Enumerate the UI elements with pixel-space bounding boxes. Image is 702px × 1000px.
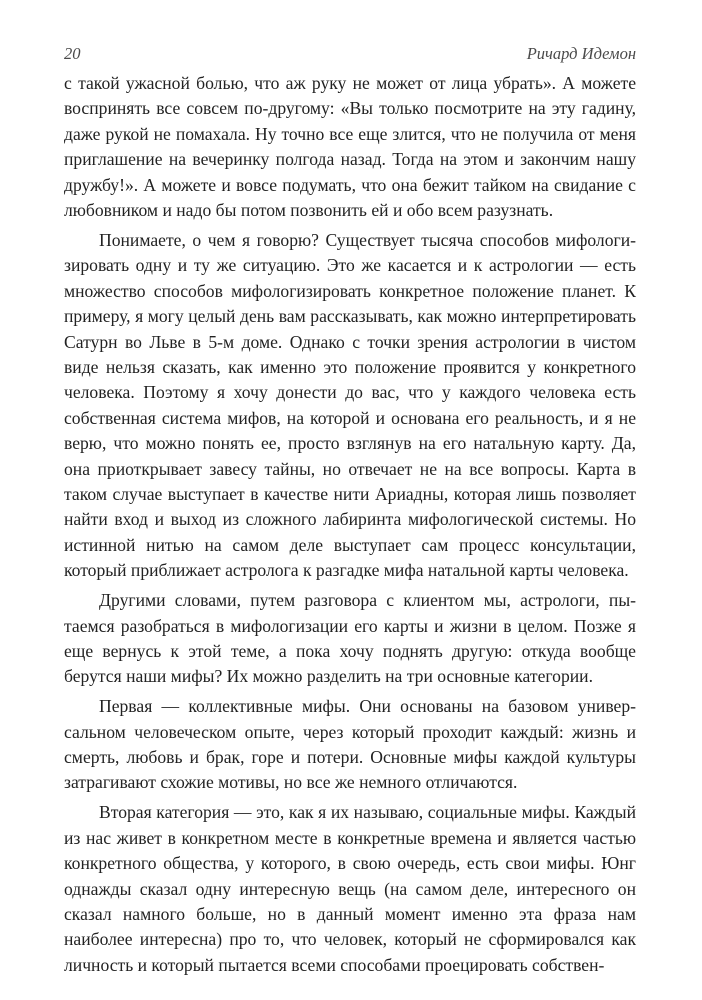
body-text	[64, 71, 636, 978]
paragraph-other-words: Другими словами, путем разговора с клиентом мы, астрологи, пытаемся разобраться в мифологизации его карты и жизни в целом. Позже я еще вернусь к этой теме, а пока хочу поднять другую: откуда вообще берутся наши мифы? Их можно разделить на три основные категории.	[64, 590, 636, 687]
paragraph-mythologizing: Понимаете, о чем я говорю? Существует тысяча способов мифологизировать одну и ту же ситуацию. Это же касается и к астрологии — есть множество способов мифологизировать конкретное положение планет. К примеру, я могу целый день вам рассказывать, как можно интерпретировать Сатурн во Льве в 5-м доме. Однако с точки зрения астрологии в чистом виде нельзя сказать, как именно это положение проявится у конкретного человека. Поэтому я хочу донести до вас, что у каждого человека есть собственная система мифов, на которой и основана его реальность, и я не верю, что можно понять ее, просто взглянув на его натальную карту. Да, она приоткрывает завесу тайны, но отвечает не на все вопросы. Карта в таком случае выступает в качестве нити Ариадны, которая лишь позволяет найти вход и выход из сложного лабиринта мифологической системы. Но истинной нитью на самом деле выступает сам процесс консультации, который приближает астролога к разгадке мифа натальной карты человека.	[64, 229, 636, 581]
page-header	[64, 44, 636, 66]
paragraph-social-myths: Вторая категория — это, как я их называю, социальные мифы. Каждый из нас живет в конкретном месте в конкретные времена и является частью конкретного общества, у которого, в свою очередь, есть свои мифы. Юнг однажды сказал одну интересную вещь (на самом деле, интересного он сказал намного больше, но в данный момент именно эта фраза нам наиболее интересна) про то, что человек, который не сформировался как личность и который пытается всеми способами проецировать собствен-	[64, 802, 636, 975]
page-number: 20	[64, 44, 81, 63]
paragraph-collective-myths: Первая — коллективные мифы. Они основаны на базовом универсальном человеческом опыте, через который проходит каждый: жизнь и смерть, любовь и брак, горе и потери. Основные мифы каждой культуры затрагивают схожие мотивы, но все же немного отличаются.	[64, 696, 636, 793]
paragraph-continued: с такой ужасной болью, что аж руку не может от лица убрать». А можете воспринять все совсем по-другому: «Вы только посмотрите на эту гадину, даже рукой не помахала. Ну точно все еще злится, что не получила от меня приглашение на вечеринку полгода назад. Тогда на этом и закончим нашу дружбу!». А можете и вовсе подумать, что она бежит тайком на свидание с любовником и надо бы потом позвонить ей и обо всем разузнать.	[64, 73, 636, 221]
running-head-author: Ричард Идемон	[526, 44, 636, 63]
